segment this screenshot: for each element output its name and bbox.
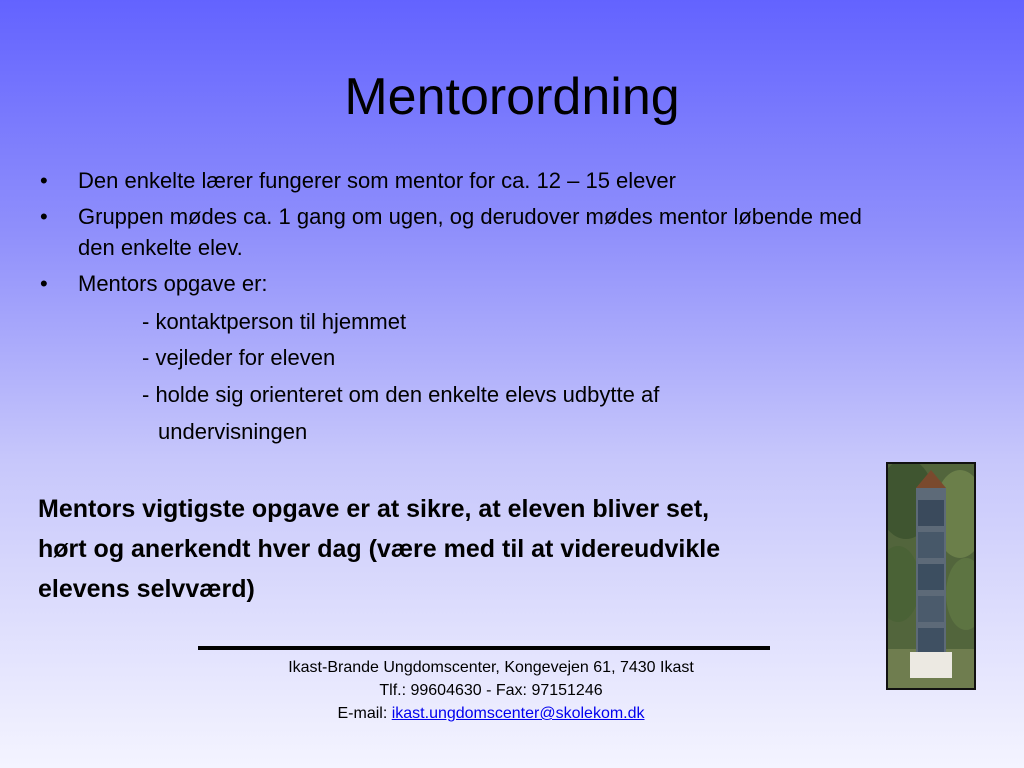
key-message-line: hørt og anerkendt hver dag (være med til at videreudvikle xyxy=(38,535,721,563)
footer-email-row xyxy=(198,702,784,725)
duty-item-continuation: undervisningen xyxy=(158,419,308,444)
footer-divider xyxy=(198,646,770,650)
footer-phone: Tlf.: 99604630 - Fax: 97151246 xyxy=(379,682,603,699)
bullet-text: Gruppen mødes ca. 1 gang om ugen, og derudover mødes mentor løbende med den enkelte elev. xyxy=(78,204,862,260)
bullet-marker: • xyxy=(40,168,48,193)
bullet-item xyxy=(40,165,870,196)
key-message xyxy=(38,489,898,609)
key-message-line: Mentors vigtigste opgave er at sikre, at eleven bliver set, xyxy=(38,495,710,523)
bullet-list xyxy=(40,165,870,304)
duty-item: - holde sig orienteret om den enkelte elevs udbytte af xyxy=(142,382,660,407)
footer-email-link[interactable]: ikast.ungdomscenter@skolekom.dk xyxy=(391,705,645,722)
sculpture-image xyxy=(888,464,974,688)
bullet-marker: • xyxy=(40,271,48,296)
bullet-item xyxy=(40,201,870,263)
bullet-text: Den enkelte lærer fungerer som mentor for ca. 12 – 15 elever xyxy=(78,168,676,193)
slide-title: Mentorordning xyxy=(344,68,680,126)
footer-email-label: E-mail: xyxy=(337,705,392,722)
key-message-line: elevens selvværd) xyxy=(38,575,255,603)
bullet-marker: • xyxy=(40,204,48,229)
duty-item: - vejleder for eleven xyxy=(142,345,336,370)
bullet-item xyxy=(40,268,870,299)
sculpture-photo xyxy=(886,462,976,690)
footer-address: Ikast-Brande Ungdomscenter, Kongevejen 61, 7430 Ikast xyxy=(288,659,694,676)
bullet-text: Mentors opgave er: xyxy=(78,271,268,296)
footer xyxy=(198,656,784,725)
duty-item: - kontaktperson til hjemmet xyxy=(142,309,407,334)
